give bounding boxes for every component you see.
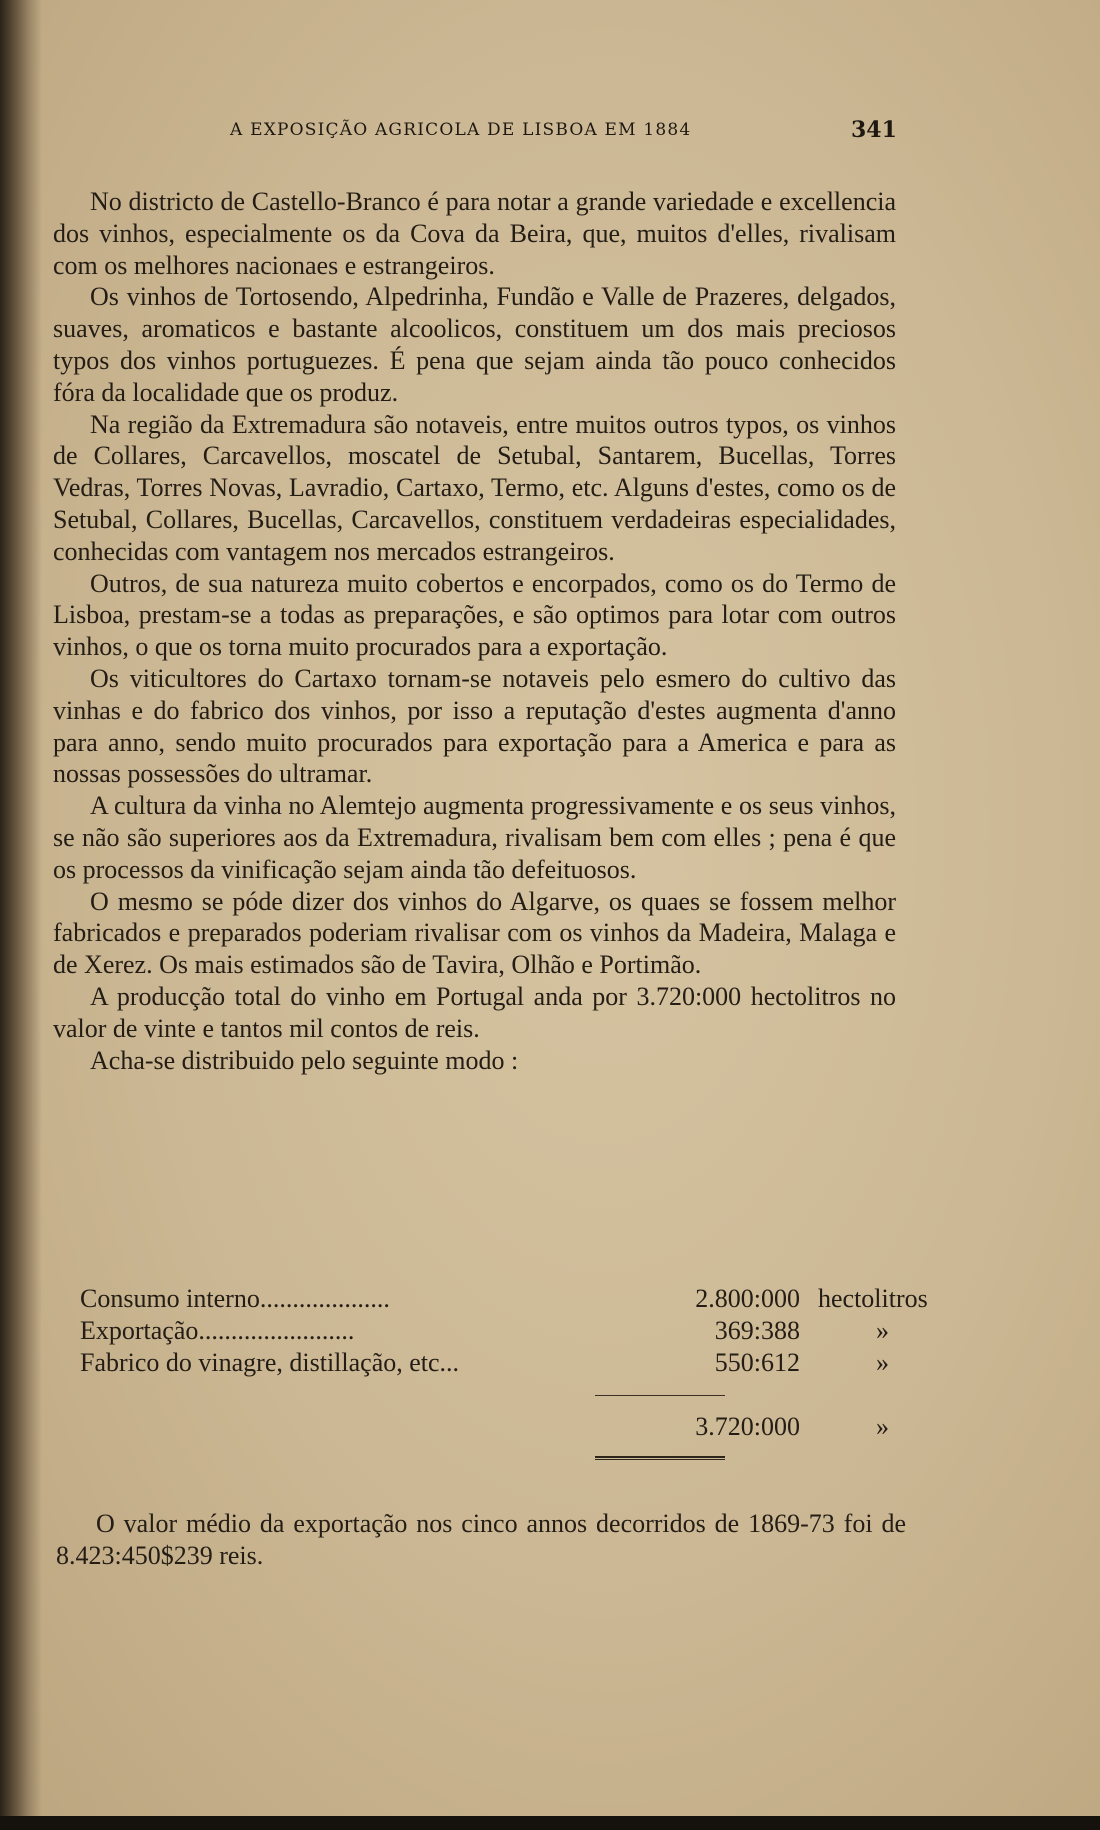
- row-unit: »: [876, 1348, 889, 1377]
- row-label: Fabrico do vinagre, distillação, etc...: [80, 1348, 460, 1377]
- row-value: 2.800:000: [695, 1284, 800, 1313]
- page-number: 341: [851, 117, 897, 143]
- page-bottom-edge: [0, 1816, 1100, 1830]
- row-label: Consumo interno....................: [80, 1284, 390, 1313]
- paragraph: O valor médio da exportação nos cinco annos decorridos de 1869-73 foi de 8.423:450$239 reis.: [56, 1509, 906, 1570]
- paragraph: Os vinhos de Tortosendo, Alpedrinha, Fundão e Valle de Prazeres, delgados, suaves, aromaticos e bastante alcoolicos, constituem um dos mais preciosos typos dos vinhos portuguezes. É pena que sejam ainda tão pouco conhecidos fóra da localidade que os produz.: [53, 282, 896, 407]
- paragraph: Os viticultores do Cartaxo tornam-se notaveis pelo esmero do cultivo das vinhas e do fabrico dos vinhos, por isso a reputação d'estes augmenta d'anno para anno, sendo muito procurados para exportação para a America e para as nossas possessões do ultramar.: [53, 663, 896, 789]
- paragraph: Na região da Extremadura são notaveis, entre muitos outros typos, os vinhos de Collares, Carcavellos, moscatel de Setubal, Santarem, Bucellas, Torres Vedras, Torres Novas, Lavradio, Cartaxo, Termo, etc. Alguns d'estes, como os de Setubal, Collares, Bucellas, Carcavellos, constituem verdadeiras especialidades, conhecidas com vantagem nos mercados estrangeiros.: [53, 409, 896, 566]
- table-row: [80, 1284, 928, 1316]
- running-title: A EXPOSIÇÃO AGRICOLA DE LISBOA EM 1884: [230, 120, 692, 140]
- paragraph: A cultura da vinha no Alemtejo augmenta progressivamente e os seus vinhos, se não são superiores aos da Extremadura, rivalisam bem com elles ; pena é que os processos da vinificação sejam ainda tão defeituosos.: [53, 791, 896, 884]
- distribution-table: [80, 1284, 928, 1380]
- body-text: [53, 186, 896, 1076]
- binding-shadow: [0, 0, 42, 1830]
- table-row: [80, 1316, 889, 1348]
- row-label: Exportação........................: [80, 1316, 355, 1345]
- sum-rule: [595, 1395, 725, 1396]
- total-unit: »: [876, 1412, 889, 1441]
- total-double-rule: [595, 1456, 725, 1460]
- total-row: [80, 1412, 889, 1444]
- row-unit: hectolitros: [818, 1284, 928, 1313]
- row-value: 369:388: [714, 1316, 800, 1345]
- closing-text: [56, 1508, 906, 1572]
- paragraph: A producção total do vinho em Portugal anda por 3.720:000 hectolitros no valor de vinte e tantos mil contos de reis.: [53, 981, 896, 1043]
- total-value: 3.720:000: [695, 1412, 800, 1441]
- paragraph: Outros, de sua natureza muito cobertos e encorpados, como os do Termo de Lisboa, prestam-se a todas as preparações, e são optimos para lotar com outros vinhos, o que os torna muito procurados para a exportação.: [53, 568, 896, 662]
- table-row: [80, 1348, 889, 1380]
- paragraph: O mesmo se póde dizer dos vinhos do Algarve, os quaes se fossem melhor fabricados e preparados poderiam rivalisar com os vinhos da Madeira, Malaga e de Xerez. Os mais estimados são de Tavira, Olhão e Portimão.: [53, 886, 896, 980]
- row-unit: »: [876, 1316, 889, 1345]
- paragraph: No districto de Castello-Branco é para notar a grande variedade e excellencia dos vinhos, especialmente os da Cova da Beira, que, muitos d'elles, rivalisam com os melhores nacionaes e estrangeiros.: [53, 187, 896, 280]
- row-value: 550:612: [714, 1348, 800, 1377]
- paragraph: Acha-se distribuido pelo seguinte modo :: [90, 1045, 519, 1075]
- page-header: [0, 117, 1100, 150]
